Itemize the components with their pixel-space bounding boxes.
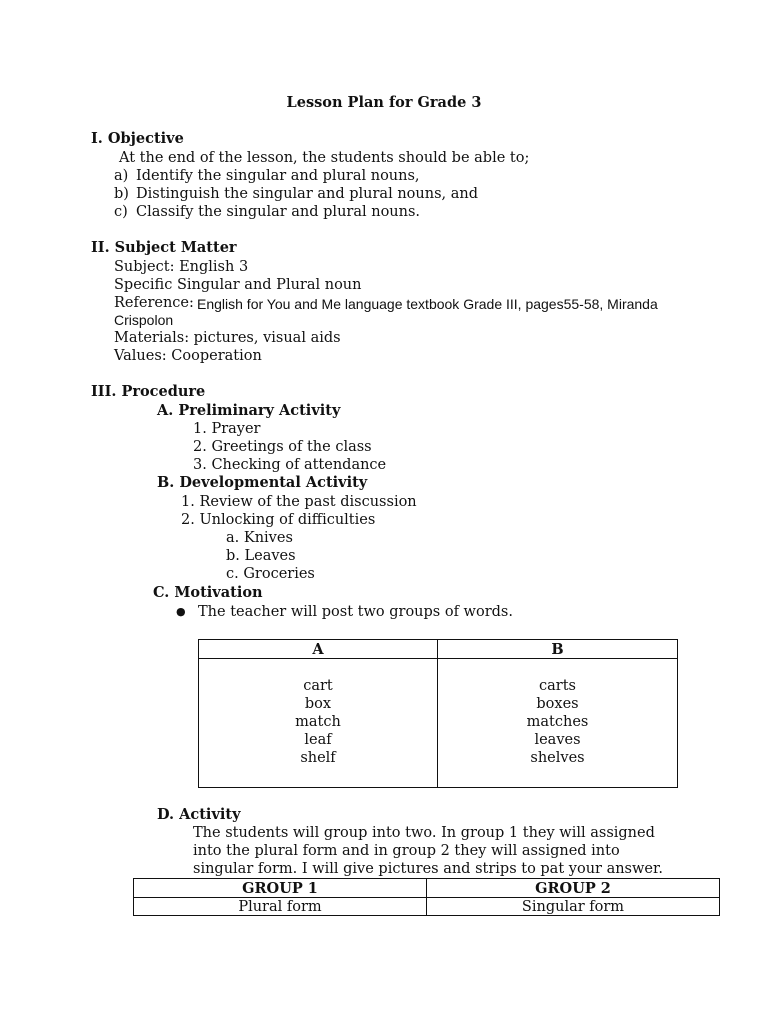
activity-line: The students will group into two. In group 1 they will assigned xyxy=(193,825,655,841)
difficulty-item: c. Groceries xyxy=(226,566,315,582)
developmental-heading: B. Developmental Activity xyxy=(157,474,368,491)
word-a: box xyxy=(304,696,332,712)
objective-item-c: Classify the singular and plural nouns. xyxy=(136,204,421,220)
reference-text-continued: Crispolon xyxy=(114,312,174,328)
word-b: boxes xyxy=(536,696,579,712)
subject-matter-heading: II. Subject Matter xyxy=(91,239,237,256)
group-1-header: GROUP 1 xyxy=(134,879,427,898)
objective-marker-a: a) xyxy=(114,168,129,184)
preliminary-heading: A. Preliminary Activity xyxy=(157,402,341,419)
objective-marker-c: c) xyxy=(114,204,128,220)
specific-line: Specific Singular and Plural noun xyxy=(114,277,362,293)
preliminary-item: 2. Greetings of the class xyxy=(193,439,372,455)
objective-item-a: Identify the singular and plural nouns, xyxy=(136,168,420,184)
materials-line: Materials: pictures, visual aids xyxy=(114,330,341,346)
difficulty-item: a. Knives xyxy=(226,530,293,546)
word-a: shelf xyxy=(300,750,336,766)
objective-intro: At the end of the lesson, the students should be able to; xyxy=(119,150,530,166)
word-groups-table xyxy=(198,639,678,788)
preliminary-item: 1. Prayer xyxy=(193,421,261,437)
difficulty-item: b. Leaves xyxy=(226,548,296,564)
group-2-header: GROUP 2 xyxy=(427,879,720,898)
word-b: leaves xyxy=(534,732,581,748)
groups-table xyxy=(133,878,720,916)
word-a: leaf xyxy=(304,732,332,748)
objective-heading: I. Objective xyxy=(91,130,184,147)
motivation-heading: C. Motivation xyxy=(153,584,263,601)
word-b: carts xyxy=(539,678,576,694)
activity-line: into the plural form and in group 2 they will assigned into xyxy=(193,843,620,859)
column-b-words xyxy=(438,659,678,788)
word-b: shelves xyxy=(530,750,585,766)
reference-text: English for You and Me language textbook Grade III, pages55-58, Miranda xyxy=(197,296,658,312)
group-2-form: Singular form xyxy=(427,898,720,916)
activity-line: singular form. I will give pictures and strips to pat your answer. xyxy=(193,861,663,877)
developmental-item: 1. Review of the past discussion xyxy=(181,494,417,510)
group-1-form: Plural form xyxy=(134,898,427,916)
activity-heading: D. Activity xyxy=(157,806,241,823)
word-a: cart xyxy=(303,678,333,694)
values-line: Values: Cooperation xyxy=(114,348,262,364)
word-a: match xyxy=(295,714,341,730)
subject-line: Subject: English 3 xyxy=(114,259,249,275)
reference-label: Reference: xyxy=(114,295,194,311)
preliminary-item: 3. Checking of attendance xyxy=(193,457,387,473)
bullet-icon: ● xyxy=(176,605,186,618)
column-a-words xyxy=(199,659,438,788)
word-b: matches xyxy=(526,714,589,730)
objective-marker-b: b) xyxy=(114,186,129,202)
page-title: Lesson Plan for Grade 3 xyxy=(286,94,482,111)
procedure-heading: III. Procedure xyxy=(91,383,206,400)
column-b-header: B xyxy=(438,640,678,659)
developmental-item: 2. Unlocking of difficulties xyxy=(181,512,376,528)
motivation-text: The teacher will post two groups of words. xyxy=(198,604,513,620)
column-a-header: A xyxy=(199,640,438,659)
objective-item-b: Distinguish the singular and plural nouns, and xyxy=(136,186,478,202)
